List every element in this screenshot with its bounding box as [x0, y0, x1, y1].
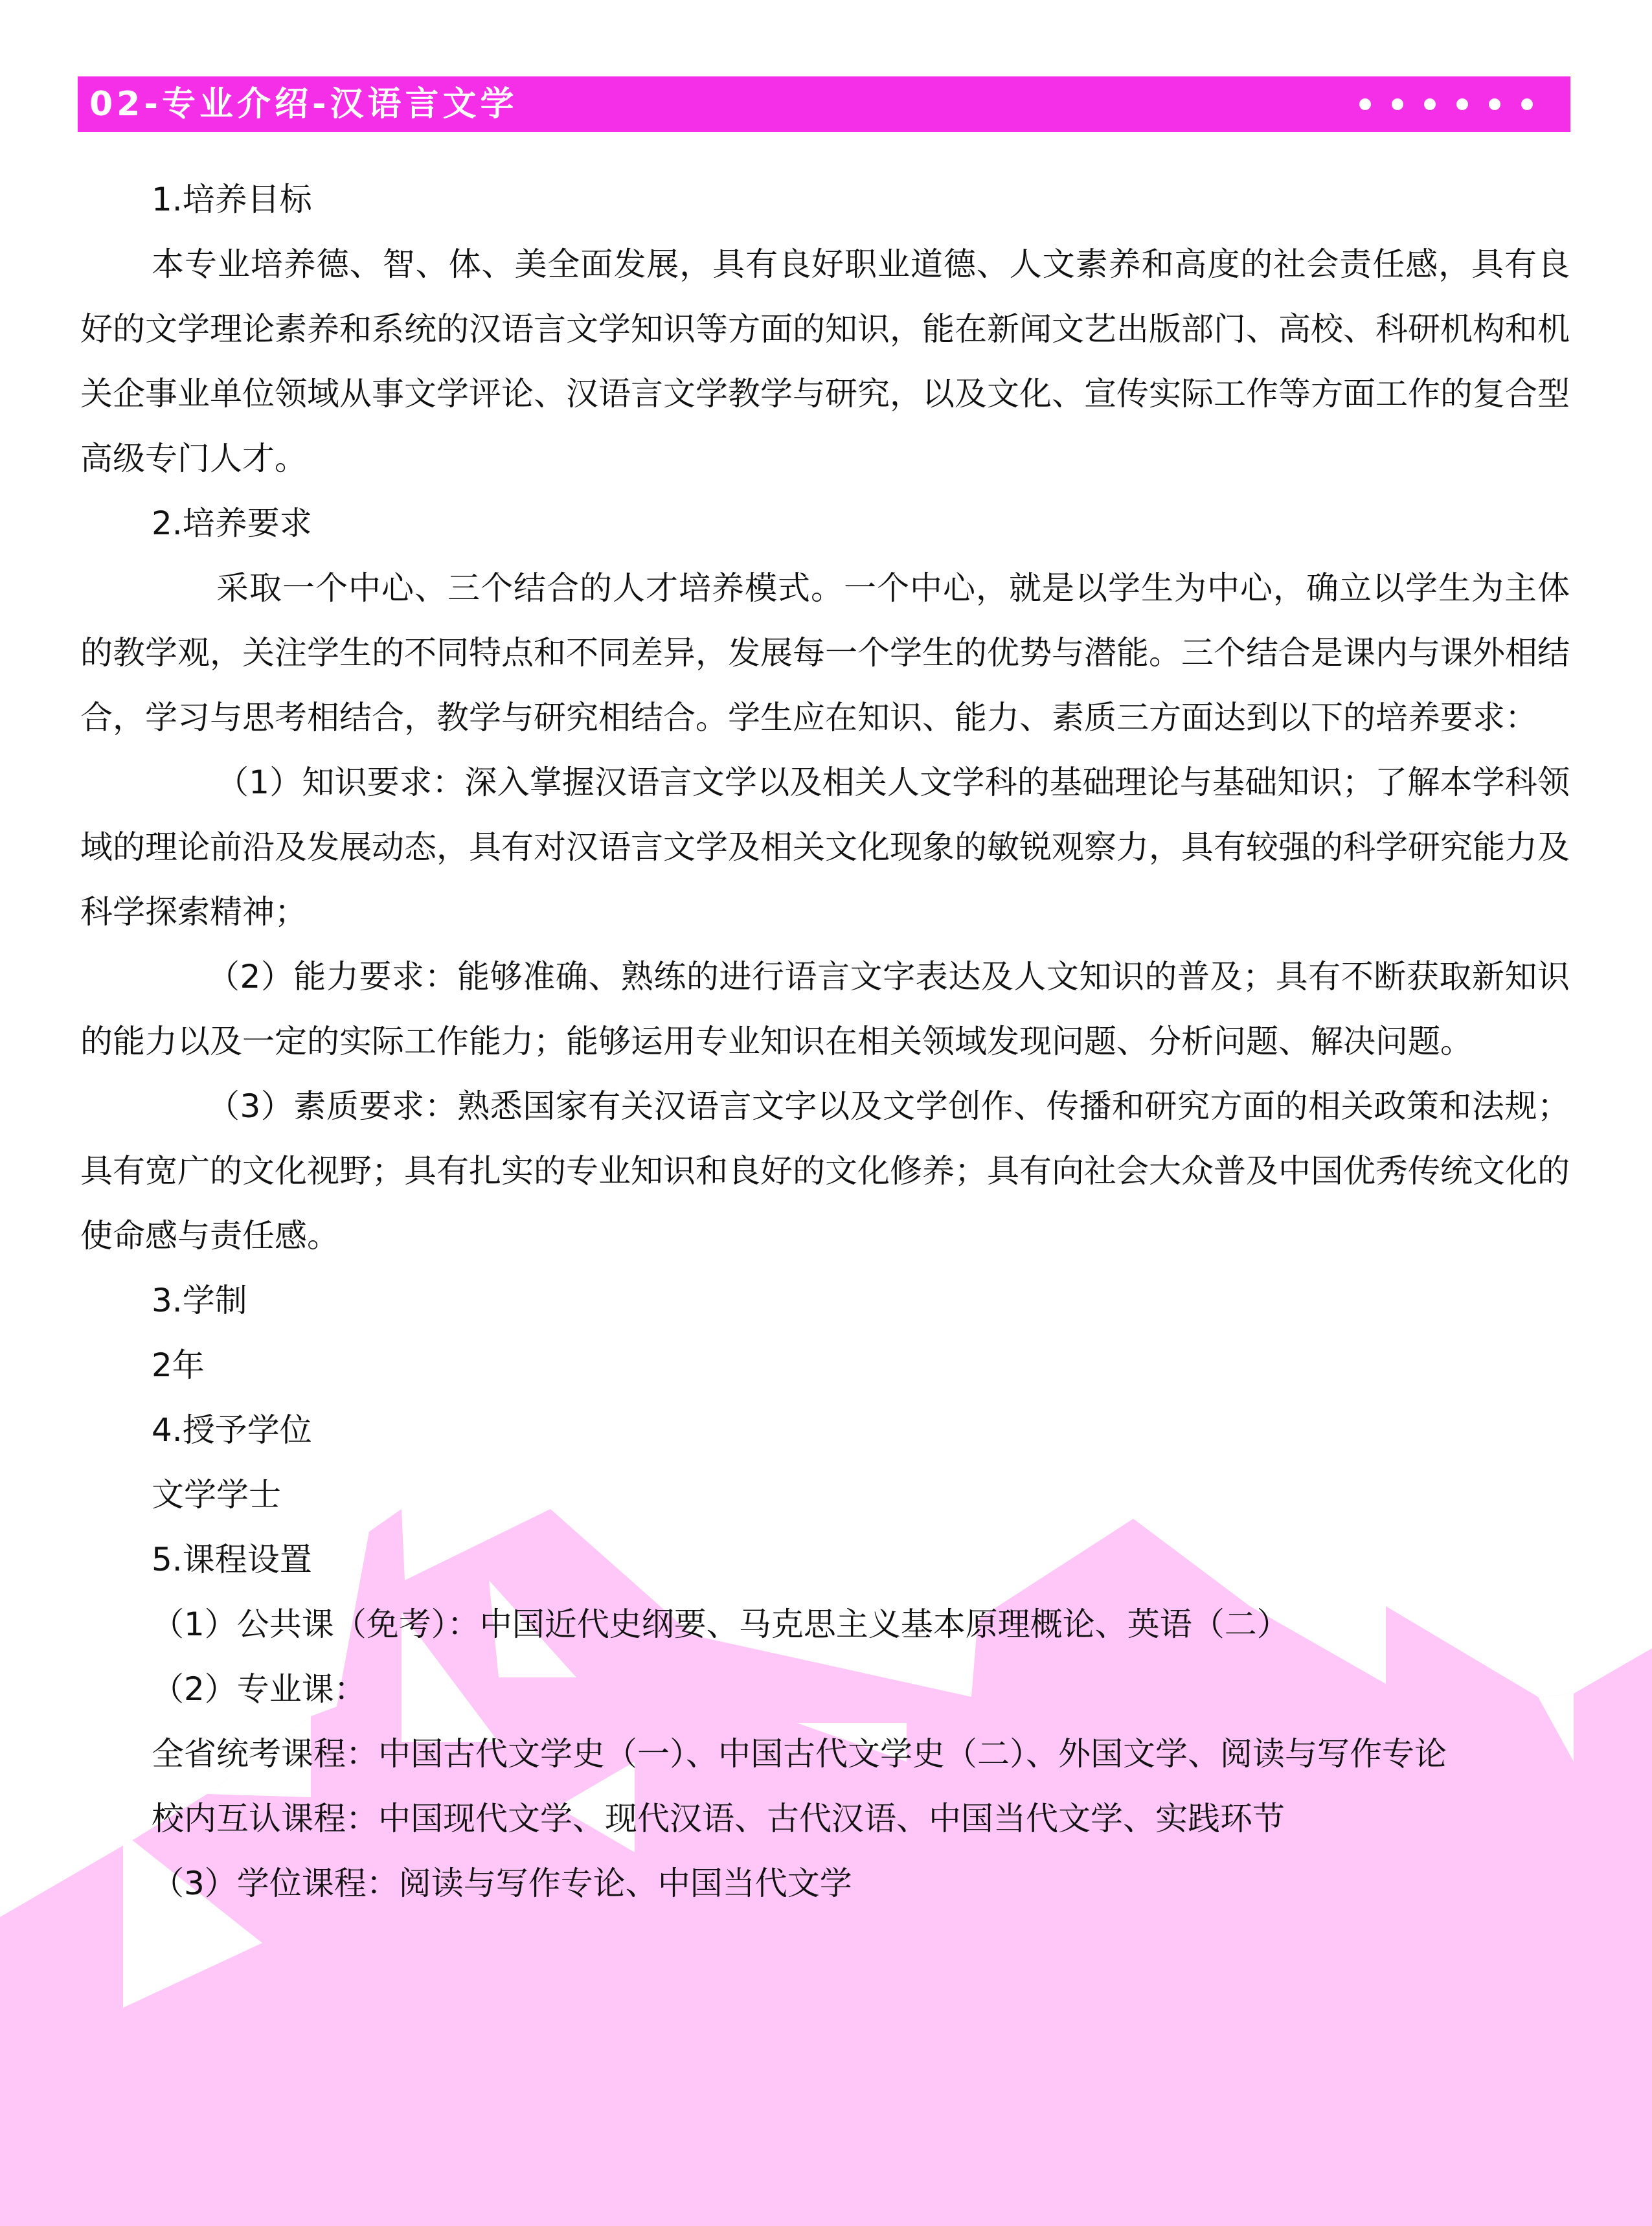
quality-requirement: （3）素质要求：熟悉国家有关汉语言文字以及文学创作、传播和研究方面的相关政策和法规；具有宽广的文化视野；具有扎实的专业知识和良好的文化修养；具有向社会大众普及中国优秀传统文化的使命感与责任感。	[80, 1087, 1570, 1255]
ability-requirement: （2）能力要求：能够准确、熟练的进行语言文字表达及人文知识的普及；具有不断获取新知识的能力以及一定的实际工作能力；能够运用专业知识在相关领域发现问题、分析问题、解决问题。	[80, 958, 1570, 1060]
document-body	[80, 167, 1570, 1916]
header-bar	[78, 76, 1570, 132]
requirements-intro: 采取一个中心、三个结合的人才培养模式。一个中心，就是以学生为中心，确立以学生为主体的教学观，关注学生的不同特点和不同差异，发展每一个学生的优势与潜能。三个结合是课内与课外相结合，学习与思考相结合，教学与研究相结合。学生应在知识、能力、素质三方面达到以下的培养要求：	[80, 569, 1570, 736]
section-heading-degree: 4.授予学位	[152, 1411, 312, 1449]
major-courses-heading: （2）专业课：	[152, 1670, 367, 1708]
dot-icon	[1489, 98, 1500, 110]
dot-icon	[1359, 98, 1371, 110]
dot-icon	[1392, 98, 1403, 110]
page-title: 02-专业介绍-汉语言文学	[89, 85, 518, 124]
degree-courses: （3）学位课程：阅读与写作专论、中国当代文学	[152, 1865, 852, 1902]
province-exam-courses: 全省统考课程：中国古代文学史（一）、中国古代文学史（二）、外国文学、阅读与写作专论	[152, 1735, 1447, 1773]
section-heading-duration: 3.学制	[152, 1282, 247, 1319]
header-dots	[1359, 76, 1533, 132]
school-recognized-courses: 校内互认课程：中国现代文学、现代汉语、古代汉语、中国当代文学、实践环节	[152, 1800, 1285, 1837]
public-courses: （1）公共课（免考）：中国近代史纲要、马克思主义基本原理概论、英语（二）	[152, 1606, 1289, 1643]
dot-icon	[1456, 98, 1468, 110]
dot-icon	[1424, 98, 1436, 110]
section-heading-requirements: 2.培养要求	[152, 505, 312, 542]
knowledge-requirement: （1）知识要求：深入掌握汉语言文学以及相关人文学科的基础理论与基础知识；了解本学科领域的理论前沿及发展动态，具有对汉语言文学及相关文化现象的敏锐观察力，具有较强的科学研究能力及科学探索精神；	[80, 764, 1570, 931]
dot-icon	[1521, 98, 1533, 110]
section-heading-goal: 1.培养目标	[152, 181, 312, 218]
degree-value: 文学学士	[152, 1476, 281, 1514]
duration-value: 2年	[152, 1346, 205, 1384]
section-heading-courses: 5.课程设置	[152, 1541, 312, 1578]
goal-paragraph: 本专业培养德、智、体、美全面发展，具有良好职业道德、人文素养和高度的社会责任感，具有良好的文学理论素养和系统的汉语言文学知识等方面的知识，能在新闻文艺出版部门、高校、科研机构和机关企事业单位领域从事文学评论、汉语言文学教学与研究，以及文化、宣传实际工作等方面工作的复合型高级专门人才。	[80, 245, 1570, 477]
